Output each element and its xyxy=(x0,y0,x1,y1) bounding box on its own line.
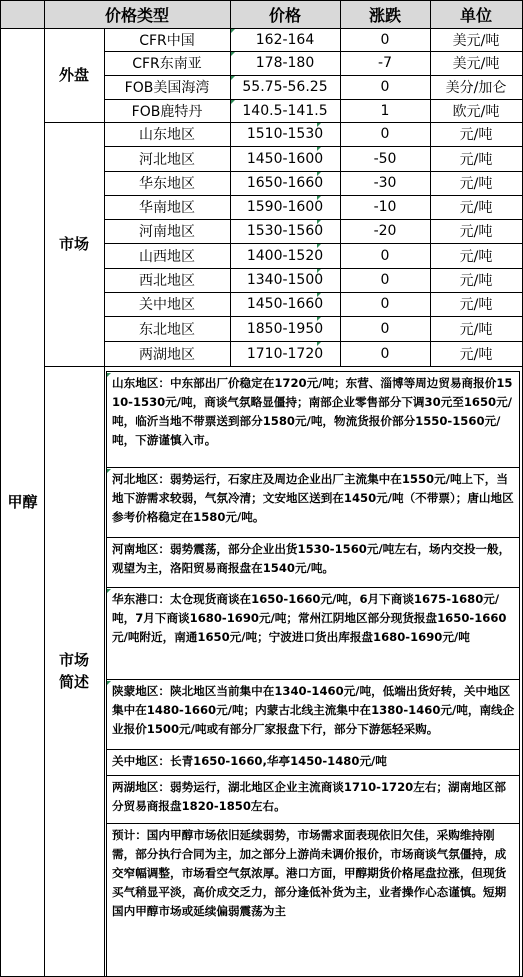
market-unit-6: 元/吨 xyxy=(459,248,493,265)
cell-marker xyxy=(107,589,111,593)
external-unit-1: 美元/吨 xyxy=(452,32,500,49)
note-shaanxi-mongolia: 陕蒙地区：陕北地区当前集中在1340-1460元/吨，低端出货好转，关中地区集中在1480-1660元/吨；内蒙古北线主流集中在1380-1460元/吨，南线企业报价1500元/吨或有部分厂家报盘下行，部分下游惩轻采购。 xyxy=(112,684,515,736)
market-price-5: 1530-1560 xyxy=(246,223,324,239)
cell-marker xyxy=(317,293,321,297)
cell-marker xyxy=(317,172,321,176)
market-change-8: 0 xyxy=(380,296,390,312)
market-unit-2: 元/吨 xyxy=(459,151,493,168)
grid-line xyxy=(104,341,523,342)
grid-line xyxy=(104,75,523,76)
grid-line xyxy=(104,292,523,293)
grid-line xyxy=(104,243,523,244)
market-name-4: 华南地区 xyxy=(139,200,195,216)
market-price-4: 1590-1600 xyxy=(246,199,324,215)
cell-marker xyxy=(231,100,235,104)
market-unit-8: 元/吨 xyxy=(459,297,493,313)
product-label: 甲醇 xyxy=(7,493,38,511)
grid-line xyxy=(0,0,523,1)
header-change: 涨跌 xyxy=(340,1,430,28)
grid-line xyxy=(0,0,1,977)
cell-marker xyxy=(317,147,321,151)
grid-line xyxy=(106,371,520,372)
market-price-10: 1710-1720 xyxy=(246,345,324,362)
market-change-6: 0 xyxy=(380,247,390,264)
market-name-10: 两湖地区 xyxy=(139,346,195,363)
market-unit-7: 元/吨 xyxy=(459,273,493,289)
cell-marker xyxy=(317,317,321,321)
external-price-4: 140.5-141.5 xyxy=(242,102,328,119)
group-summary-line1: 市场 xyxy=(58,651,89,669)
market-unit-9: 元/吨 xyxy=(459,321,493,338)
market-unit-1: 元/吨 xyxy=(459,127,493,143)
external-price-3: 55.75-56.25 xyxy=(242,79,328,95)
cell-marker xyxy=(107,469,111,473)
market-name-2: 河北地区 xyxy=(139,151,195,168)
market-name-3: 华东地区 xyxy=(139,176,195,192)
cell-marker xyxy=(231,29,235,33)
market-name-1: 山东地区 xyxy=(139,127,195,143)
cell-marker xyxy=(231,52,235,56)
group-market-label: 市场 xyxy=(58,235,89,253)
note-forecast: 预计：国内甲醇市场依旧延续弱势，市场需求面表现依旧欠佳，采购维持刚需，部分执行合同为主，加之部分上游尚未调价报价，市场商谈气氛僵持，成交窄幅调整，市场看空气氛浓厚。港口方面，甲醇期货价格尾盘拉涨，但现货买气稍显平淡，高价成交乏力，部分逢低补货为主，业者操作心态谨慎。短期国内甲醇市场或延续偏弱震荡为主 xyxy=(112,828,507,918)
market-unit-10: 元/吨 xyxy=(459,346,493,363)
grid-line xyxy=(106,467,520,468)
external-change-3: 0 xyxy=(380,79,390,95)
external-unit-2: 美元/吨 xyxy=(452,56,500,72)
market-price-1: 1510-1530 xyxy=(246,126,324,142)
market-change-3: -30 xyxy=(373,175,397,191)
external-name-1: CFR中国 xyxy=(139,32,195,49)
group-summary-line2: 简述 xyxy=(58,673,89,691)
grid-line xyxy=(106,371,107,976)
external-name-3: FOB美国海湾 xyxy=(124,80,210,96)
header-unit: 单位 xyxy=(430,1,522,28)
grid-line xyxy=(104,146,523,147)
cell-marker xyxy=(317,244,321,248)
market-change-4: -10 xyxy=(373,199,397,215)
grid-line xyxy=(104,171,523,172)
market-name-6: 山西地区 xyxy=(139,248,195,265)
market-change-5: -20 xyxy=(373,223,397,239)
market-name-5: 河南地区 xyxy=(139,224,195,240)
group-external-label: 外盘 xyxy=(58,66,89,84)
market-price-3: 1650-1660 xyxy=(246,175,324,191)
external-name-2: CFR东南亚 xyxy=(132,56,202,72)
cell-marker xyxy=(317,269,321,273)
cell-marker xyxy=(107,681,111,685)
external-change-4: 1 xyxy=(380,102,390,119)
grid-line xyxy=(104,195,523,196)
note-hubei-hunan: 两湖地区：弱势运行，湖北地区企业主流商谈1710-1720左右；湖南地区部分贸易商报盘1820-1850左右。 xyxy=(112,780,506,813)
note-hebei: 河北地区：弱势运行，石家庄及周边企业出厂主流集中在1550元/吨上下，当地下游需求较弱，气氛冷清；文安地区送到在1450元/吨（不带票）；唐山地区参考价格稳定在1580元/吨。 xyxy=(112,472,514,524)
external-name-4: FOB鹿特丹 xyxy=(131,103,203,120)
market-price-7: 1340-1500 xyxy=(246,272,324,288)
grid-line xyxy=(230,0,231,28)
grid-line xyxy=(106,749,520,750)
external-price-1: 162-164 xyxy=(255,31,315,48)
grid-line xyxy=(430,0,431,366)
market-unit-3: 元/吨 xyxy=(459,176,493,192)
market-name-8: 关中地区 xyxy=(139,297,195,313)
note-east-china-port: 华东港口：太仓现货商谈在1650-1660元/吨，6月下商谈1675-1680元/吨，7月下商谈1680-1690元/吨；常州江阴地区部分现货报盘1650-1660元/吨附近，南通1650元/吨；宁波进口货出库报盘1680-1690元/吨 xyxy=(112,592,507,644)
grid-line xyxy=(104,268,523,269)
grid-line xyxy=(44,122,523,123)
grid-line xyxy=(106,537,520,538)
grid-line xyxy=(106,823,520,824)
market-change-10: 0 xyxy=(380,345,390,362)
external-change-2: -7 xyxy=(378,55,392,71)
note-henan: 河南地区：弱势震荡，部分企业出货1530-1560元/吨左右，场内交投一般，观望为主，洛阳贸易商报盘在1540元/吨。 xyxy=(112,542,511,575)
header-blank xyxy=(1,1,44,28)
grid-line xyxy=(106,587,520,588)
grid-line xyxy=(106,679,520,680)
cell-marker xyxy=(231,76,235,80)
market-unit-4: 元/吨 xyxy=(459,200,493,216)
market-change-1: 0 xyxy=(380,126,390,142)
external-change-1: 0 xyxy=(380,31,390,48)
grid-line xyxy=(0,28,523,29)
header-price: 价格 xyxy=(230,1,340,28)
note-shandong: 山东地区：中东部出厂价稳定在1720元/吨；东营、淄博等周边贸易商报价1510-1530元/吨，商谈气氛略显僵持；南部企业零售部分下调30元至1650元/吨，临沂当地不带票送到部分1580元/吨，物流货报价部分1550-1560元/吨，下游谨慎入市。 xyxy=(112,376,513,447)
market-price-8: 1450-1660 xyxy=(246,296,324,312)
market-price-6: 1400-1520 xyxy=(246,247,324,264)
grid-line xyxy=(104,99,523,100)
note-guanzhong: 关中地区：长青1650-1660,华亭1450-1480元/吨 xyxy=(112,754,387,768)
grid-line xyxy=(106,775,520,776)
cell-marker xyxy=(107,373,111,377)
group-summary-label xyxy=(44,366,104,976)
external-unit-3: 美分/加仑 xyxy=(445,80,507,96)
market-change-9: 0 xyxy=(380,320,390,337)
cell-marker xyxy=(317,123,321,127)
external-price-2: 178-180 xyxy=(255,55,315,71)
grid-line xyxy=(104,316,523,317)
grid-line xyxy=(44,0,45,977)
market-price-2: 1450-1600 xyxy=(246,150,324,167)
market-change-7: 0 xyxy=(380,272,390,288)
grid-line xyxy=(104,51,523,52)
market-name-7: 西北地区 xyxy=(139,273,195,289)
header-type: 价格类型 xyxy=(44,1,230,28)
grid-line xyxy=(104,219,523,220)
cell-marker xyxy=(317,196,321,200)
cell-marker xyxy=(317,342,321,346)
market-name-9: 东北地区 xyxy=(139,321,195,338)
market-price-9: 1850-1950 xyxy=(246,320,324,337)
grid-line xyxy=(519,371,520,976)
market-unit-5: 元/吨 xyxy=(459,224,493,240)
cell-marker xyxy=(317,220,321,224)
market-change-2: -50 xyxy=(373,150,397,167)
grid-line xyxy=(44,366,523,367)
external-unit-4: 欧元/吨 xyxy=(452,103,500,120)
grid-line xyxy=(340,0,341,366)
